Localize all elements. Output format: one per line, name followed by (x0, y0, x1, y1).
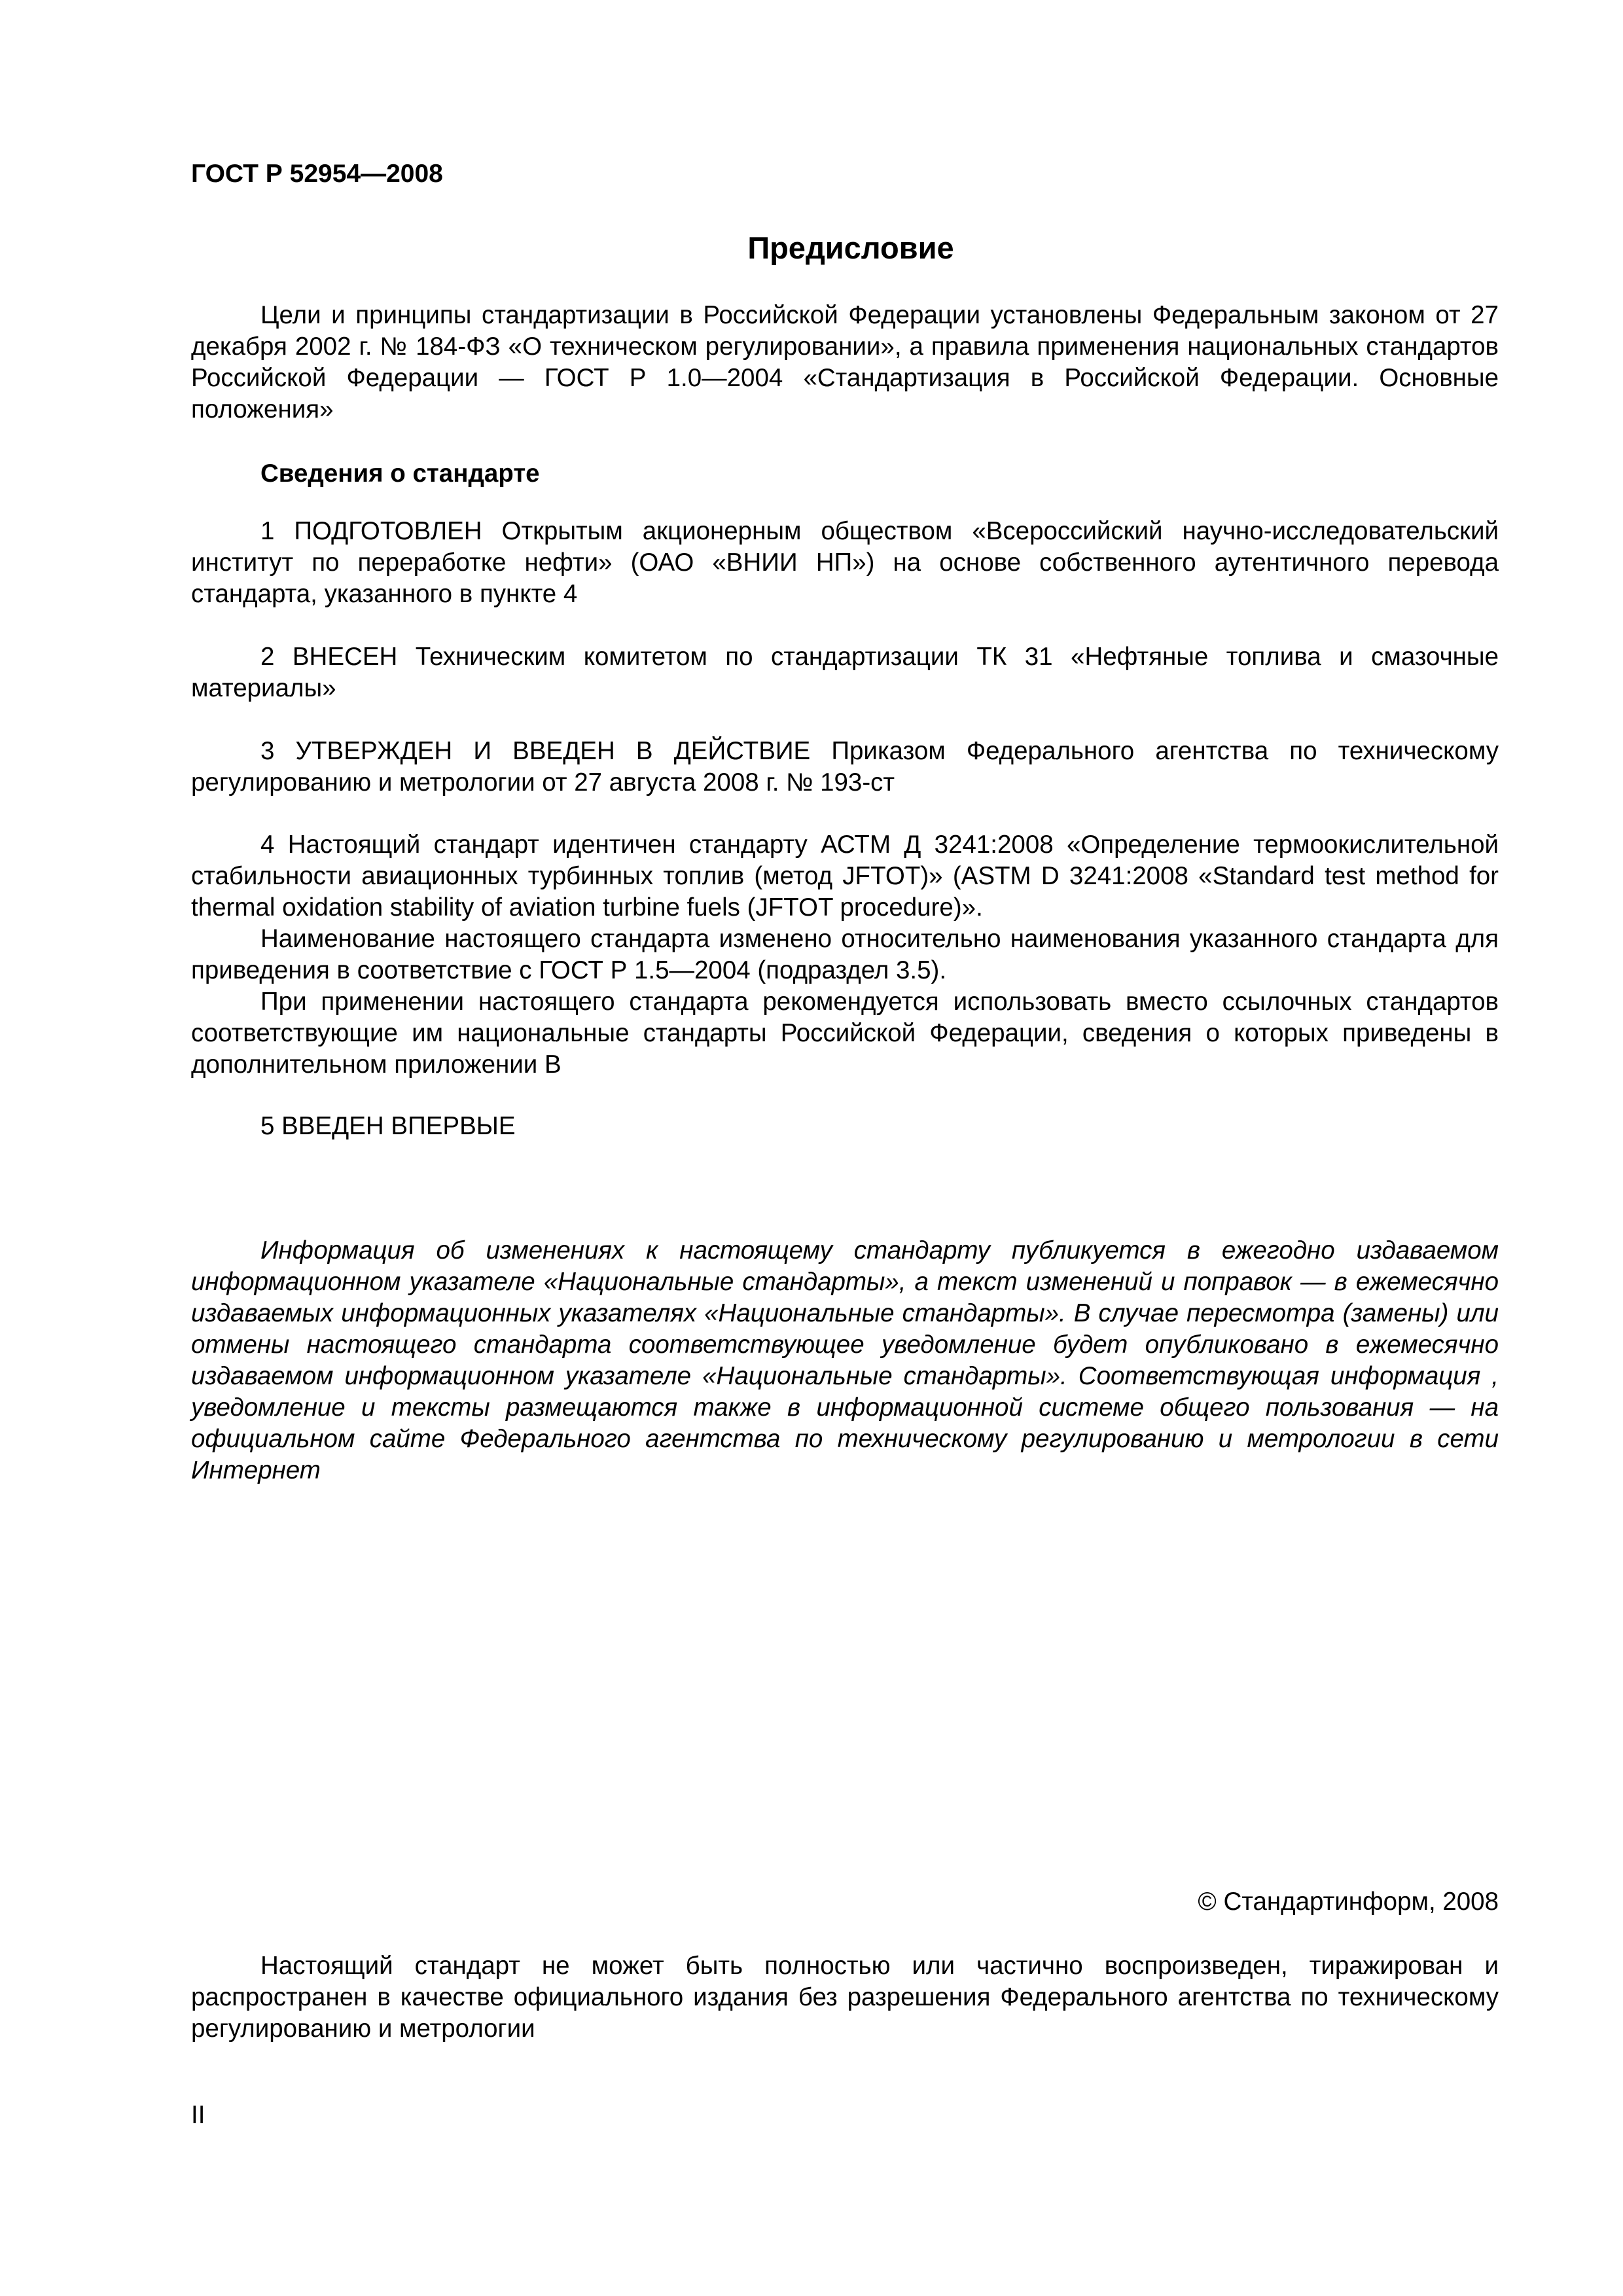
item-introduced: 5 ВВЕДЕН ВПЕРВЫЕ (260, 1112, 516, 1140)
changes-notice: Информация об изменениях к настоящему стандарту публикуется в ежегодно издаваемом информационном указателе «Национальные стандарты», а текст изменений и поправок — в ежемесячно издаваемых информационных указателях «Национальные стандарты». В случае пересмотра (замены) или отмены настоящего стандарта соответствующее уведомление будет опубликовано в ежемесячно издаваемом информационном указателе «Национальные стандарты». Соответствующая информация , уведомление и тексты размещаются также в информационной системе общего пользования — на официальном сайте Федерального агентства по техническому регулированию и метрологии в сети Интернет (191, 1236, 1499, 1484)
reproduction-notice: Настоящий стандарт не может быть полностью или частично воспроизведен, тиражирован и распространен в качестве официального издания без разрешения Федерального агентства по техническому регулированию и метрологии (191, 1952, 1499, 2043)
intro-paragraph: Цели и принципы стандартизации в Российской Федерации установлены Федеральным законом от 27 декабря 2002 г. № 184-ФЗ «О техническом регулировании», а правила применения национальных стандартов Российской Федерации — ГОСТ Р 1.0—2004 «Стандартизация в Российской Федерации. Основные положения» (191, 301, 1499, 423)
item-prepared: 1 ПОДГОТОВЛЕН Открытым акционерным обществом «Всероссийский научно-исследовательский институт по переработке нефти» (ОАО «ВНИИ НП») на основе собственного аутентичного перевода стандарта, указанного в пункте 4 (191, 517, 1499, 608)
item-submitted: 2 ВНЕСЕН Техническим комитетом по стандартизации ТК 31 «Нефтяные топлива и смазочные материалы» (191, 643, 1499, 702)
item-name-change: Наименование настоящего стандарта изменено относительно наименования указанного стандарта для приведения в соответствие с ГОСТ Р 1.5—2004 (подраздел 3.5). (191, 925, 1499, 984)
document-header: ГОСТ Р 52954—2008 (191, 160, 443, 188)
item-identical: 4 Настоящий стандарт идентичен стандарту АСТМ Д 3241:2008 «Определение термоокислительной стабильности авиационных турбинных топлив (метод JFTOT)» (ASTM D 3241:2008 «Standard test method for thermal oxidation stability of aviation turbine fuels (JFTOT procedure)». (191, 831, 1499, 922)
page-title: Предисловие (747, 230, 954, 265)
item-references: При применении настоящего стандарта рекомендуется использовать вместо ссылочных стандартов соответствующие им национальные стандарты Российской Федерации, сведения о которых приведены в дополнительном приложении В (191, 988, 1499, 1079)
copyright-line: © Стандартинформ, 2008 (1198, 1888, 1499, 1916)
section-heading: Сведения о стандарте (260, 459, 540, 488)
page-number: II (191, 2101, 205, 2129)
item-approved: 3 УТВЕРЖДЕН И ВВЕДЕН В ДЕЙСТВИЕ Приказом Федерального агентства по техническому регулированию и метрологии от 27 августа 2008 г. № 193-ст (191, 737, 1499, 797)
